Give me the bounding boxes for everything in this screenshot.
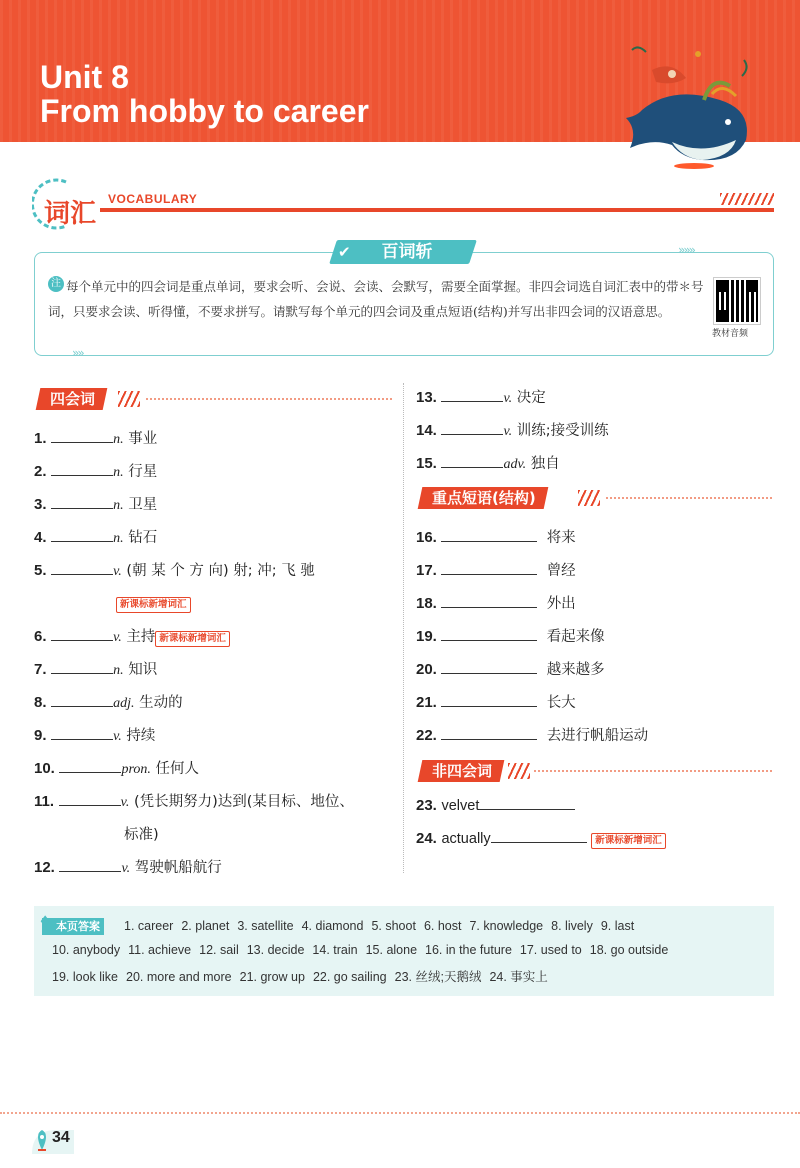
list-item-continuation: 标准) [124,827,159,843]
list-item: 6. v. 主持 新课标新增词汇 [34,625,230,647]
answer-blank[interactable] [491,830,587,843]
answer-blank[interactable] [51,529,113,542]
list-item: 4. n. 钻石 [34,529,158,546]
answer-blank[interactable] [441,694,537,707]
page-title [40,60,369,128]
new-curriculum-tag: 新课标新增词汇 [155,631,230,647]
answer-blank[interactable] [59,793,121,806]
answer-blank[interactable] [441,389,503,402]
vocabulary-heading-en: VOCABULARY [108,192,198,206]
section-label-non-four-skill: 非四会词 [418,760,505,782]
note-text: 每个单元中的四会词是重点单词，要求会听、会说、会读、会默写，需要全面掌握。非四会词选自词汇表中的带＊号词，只要求会读、听得懂，不要求拼写。请默写每个单元的四会词及重点短语(结构)并写出非四会词的汉语意思。 [48,279,704,319]
list-item: 3. n. 卫星 [34,496,158,513]
answer-blank[interactable] [441,628,537,641]
list-item: 1. n. 事业 [34,430,158,447]
section-stripes [508,763,530,779]
runner-icon: ✔ [338,243,351,261]
list-item: 12. v. 驾驶帆船航行 [34,859,222,876]
phrase-item: 18. 外出 [416,595,576,612]
phrase-item: 20. 越来越多 [416,661,605,678]
section-label-four-skill: 四会词 [36,388,108,410]
vocabulary-heading-cn: 词汇 [44,199,97,229]
answer-blank[interactable] [51,727,113,740]
tab-line [474,252,674,253]
answer-blank[interactable] [441,562,537,575]
answer-blank[interactable] [59,760,121,773]
answer-blank[interactable] [59,859,121,872]
answers-line-3: 19. look like 20. more and more 21. grow up 22. go sailing 23. 丝绒;天鹅绒 24. 事实上 [52,970,548,984]
non-four-item: 24. actually 新课标新增词汇 [416,830,666,849]
answer-blank[interactable] [441,727,537,740]
whale-illustration [612,30,762,170]
list-item: 8. adj. 生动的 [34,694,183,711]
pin-icon: ♦ [38,912,53,931]
arrows-right-icon: »»» [678,243,695,257]
page-number: 34 [52,1129,70,1146]
list-item: 2. n. 行星 [34,463,158,480]
answer-blank[interactable] [51,463,113,476]
answers-label: 本页答案 [42,918,104,935]
heading-hatch [720,193,774,205]
list-item: 7. n. 知识 [34,661,158,678]
list-item: 9. v. 持续 [34,727,156,744]
section-stripes [578,490,600,506]
section-label-phrases: 重点短语(结构) [418,487,548,509]
answer-blank[interactable] [51,496,113,509]
list-item: 14. v. 训练;接受训练 [416,422,609,439]
answer-blank[interactable] [441,661,537,674]
phrase-item: 19. 看起来像 [416,628,605,645]
section-stripes [118,391,140,407]
list-item: 5. v. (朝 某 个 方 向) 射; 冲; 飞 驰 [34,562,315,579]
answers-line-2: 10. anybody 11. achieve 12. sail 13. decide 14. train 15. alone 16. in the future 17. used to 18. go outside [52,943,669,957]
list-item: 11. v. (凭长期努力)达到(某目标、地位、 [34,793,354,810]
answer-blank[interactable] [51,430,113,443]
phrase-item: 17. 曾经 [416,562,576,579]
answers-line-1: 1. career 2. planet 3. satellite 4. diamond 5. shoot 6. host 7. knowledge 8. lively 9. last [124,919,635,933]
section-dotline [606,497,772,499]
note-marker: 注 [48,276,64,292]
phrase-item: 22. 去进行帆船运动 [416,727,649,744]
footer-dots [0,1112,800,1114]
new-curriculum-tag: 新课标新增词汇 [591,833,666,849]
section-dotline [146,398,392,400]
section-dotline [534,770,772,772]
list-item: 13. v. 决定 [416,389,546,406]
unit-number: Unit 8 [40,59,129,95]
answer-blank[interactable] [441,455,503,468]
answer-blank[interactable] [441,529,537,542]
note-tab-title: 百词斩 [381,242,433,262]
answer-blank[interactable] [51,694,113,707]
heading-rule [100,208,774,212]
non-four-item: 23. velvet [416,797,575,814]
list-item: 10. pron. 任何人 [34,760,200,777]
answer-blank[interactable] [441,422,503,435]
answer-blank[interactable] [441,595,537,608]
answer-blank[interactable] [51,661,113,674]
qr-label: 教材音频 [712,329,749,339]
list-item: 15. adv. 独自 [416,455,560,472]
arrows-left-icon: »» [72,346,83,360]
column-divider [403,383,404,873]
qr-code-icon[interactable] [714,278,760,324]
new-curriculum-tag: 新课标新增词汇 [116,592,191,613]
answer-blank[interactable] [51,562,113,575]
unit-title: From hobby to career [40,93,369,129]
phrase-item: 16. 将来 [416,529,576,546]
phrase-item: 21. 长大 [416,694,576,711]
answer-blank[interactable] [479,797,575,810]
answer-blank[interactable] [51,628,113,641]
